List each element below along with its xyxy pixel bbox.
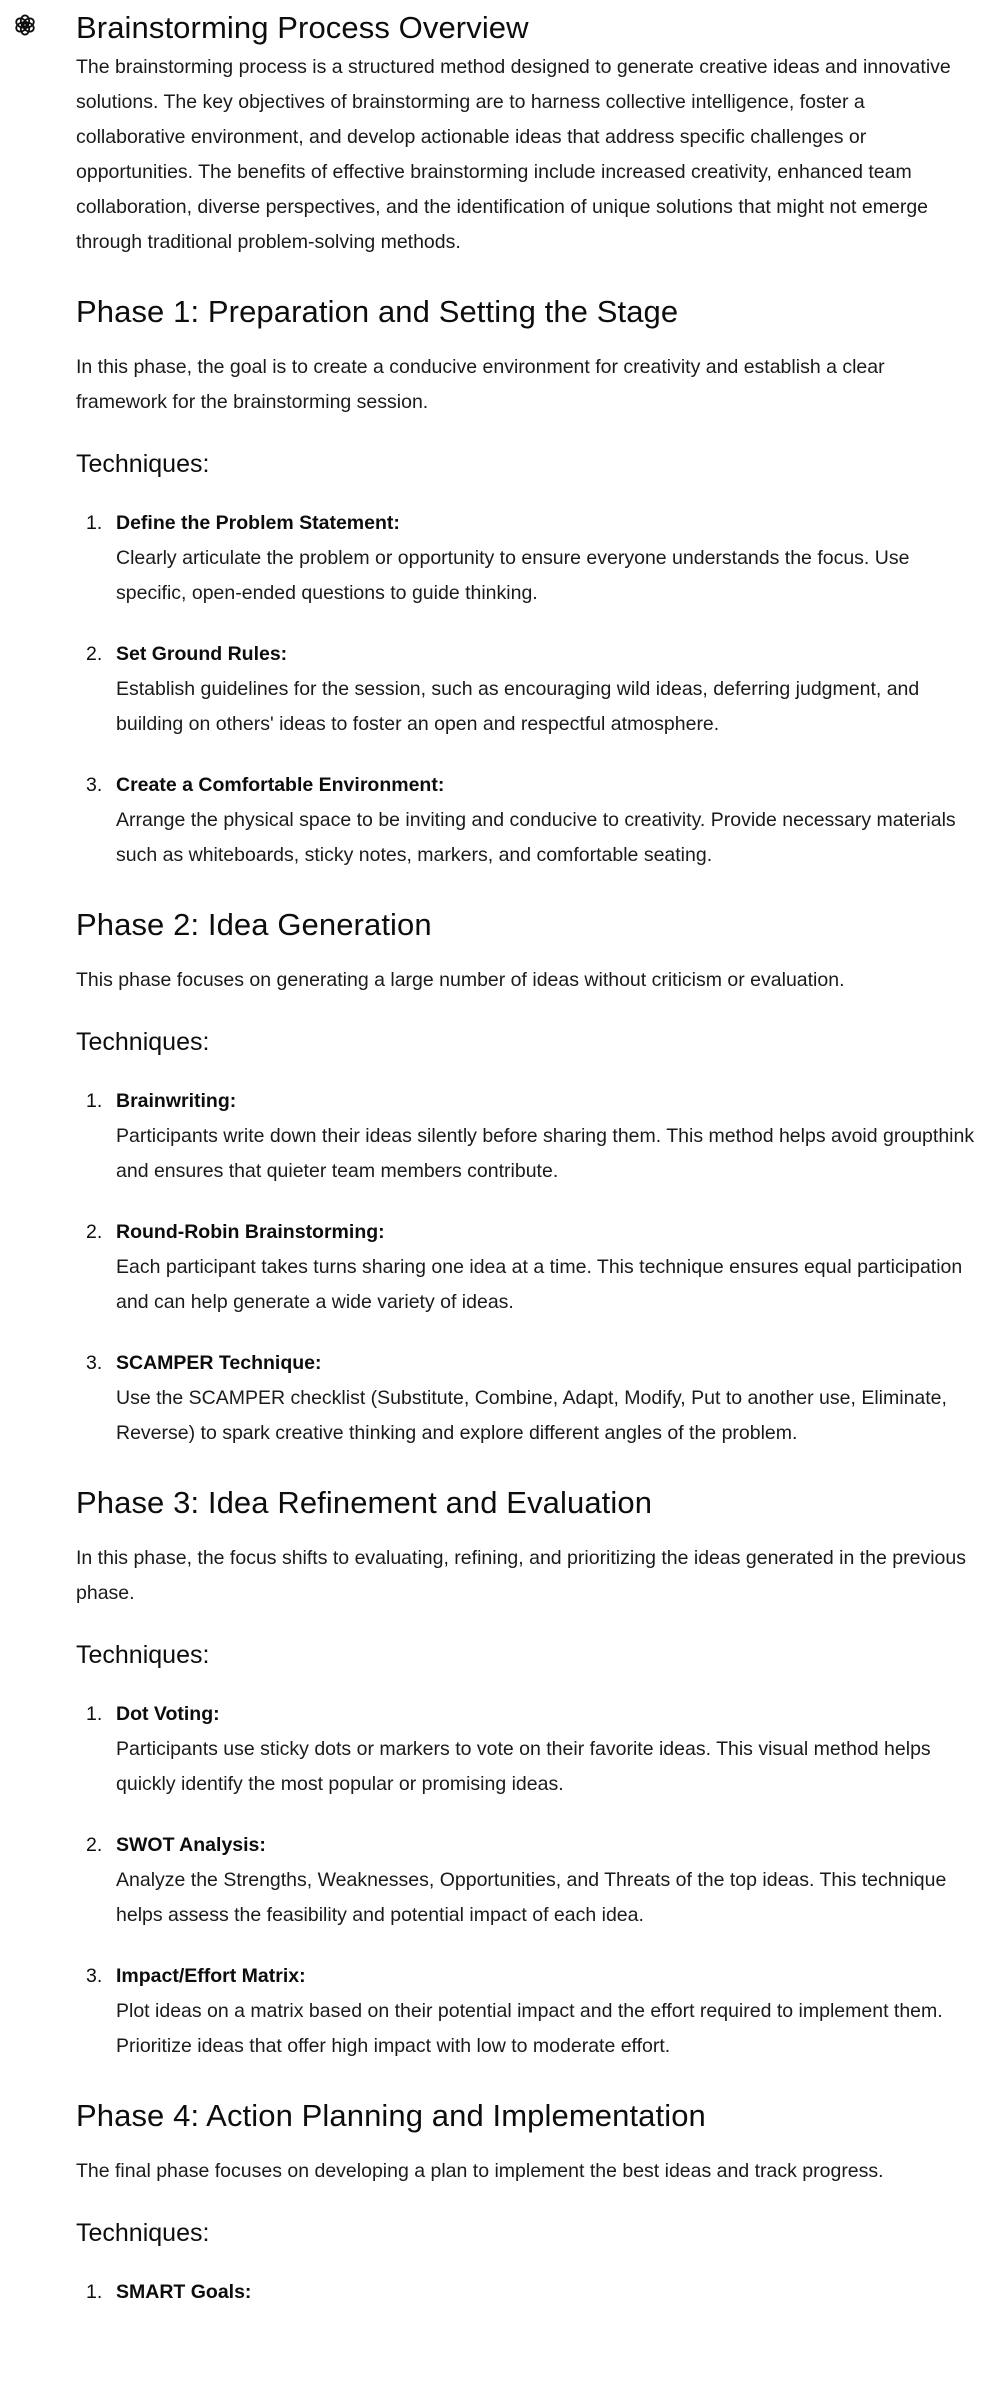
technique-number: 3. xyxy=(86,1352,103,1374)
phase-section xyxy=(76,1481,976,2064)
technique-description: Each participant takes turns sharing one idea at a time. This technique ensures equal participation and can help generate a wide variety of ideas. xyxy=(116,1256,963,1313)
technique-number: 3. xyxy=(86,1965,103,1987)
phase-heading: Phase 3: Idea Refinement and Evaluation xyxy=(76,1485,653,1520)
phases-container xyxy=(76,290,976,2310)
techniques-heading: Techniques: xyxy=(76,450,210,478)
techniques-heading: Techniques: xyxy=(76,1641,210,1669)
technique-number: 1. xyxy=(86,1703,103,1725)
techniques-list xyxy=(76,1697,976,2064)
techniques-list xyxy=(76,1084,976,1451)
phase-heading: Phase 1: Preparation and Setting the Stage xyxy=(76,294,679,329)
technique-item xyxy=(76,1828,976,1933)
assistant-avatar xyxy=(8,8,42,42)
technique-number: 2. xyxy=(86,1834,103,1856)
technique-number: 1. xyxy=(86,512,103,534)
technique-title: Impact/Effort Matrix: xyxy=(116,1965,306,1987)
phase-section xyxy=(76,2094,976,2310)
technique-number: 2. xyxy=(86,643,103,665)
message-content xyxy=(76,0,976,2310)
technique-title: Dot Voting: xyxy=(116,1703,220,1725)
technique-description: Arrange the physical space to be inviting and conducive to creativity. Provide necessary materials such as whiteboards, sticky notes, markers, and comfortable seating. xyxy=(116,809,956,866)
assistant-logo-icon xyxy=(12,12,38,38)
technique-title: SCAMPER Technique: xyxy=(116,1352,322,1374)
technique-number: 1. xyxy=(86,1090,103,1112)
technique-item xyxy=(76,1697,976,1802)
phase-description: In this phase, the goal is to create a conducive environment for creativity and establish a clear framework for the brainstorming session. xyxy=(76,356,885,413)
technique-title: Define the Problem Statement: xyxy=(116,512,400,534)
technique-description: Plot ideas on a matrix based on their potential impact and the effort required to implement them. Prioritize ideas that offer high impact with low to moderate effort. xyxy=(116,2000,943,2057)
intro-paragraph: The brainstorming process is a structured method designed to generate creative ideas and innovative solutions. The key objectives of brainstorming are to harness collective intelligence, foster a collaborative environment, and develop actionable ideas that address specific challenges or opportunities. The benefits of effective brainstorming include increased creativity, enhanced team collaboration, diverse perspectives, and the identification of unique solutions that might not emerge through traditional problem-solving methods. xyxy=(76,56,951,253)
phase-heading: Phase 2: Idea Generation xyxy=(76,907,432,942)
technique-item xyxy=(76,1084,976,1189)
technique-item xyxy=(76,768,976,873)
phase-heading: Phase 4: Action Planning and Implementation xyxy=(76,2098,706,2133)
technique-item xyxy=(76,1346,976,1451)
phase-section xyxy=(76,903,976,1451)
page-title: Brainstorming Process Overview xyxy=(76,10,529,45)
techniques-list xyxy=(76,2275,976,2310)
phase-description: The final phase focuses on developing a plan to implement the best ideas and track progress. xyxy=(76,2160,884,2182)
phase-description: In this phase, the focus shifts to evaluating, refining, and prioritizing the ideas generated in the previous phase. xyxy=(76,1547,966,1604)
technique-title: Round-Robin Brainstorming: xyxy=(116,1221,385,1243)
technique-title: Create a Comfortable Environment: xyxy=(116,774,445,796)
phase-section xyxy=(76,290,976,873)
technique-description: Analyze the Strengths, Weaknesses, Opportunities, and Threats of the top ideas. This technique helps assess the feasibility and potential impact of each idea. xyxy=(116,1869,947,1926)
techniques-list xyxy=(76,506,976,873)
technique-item xyxy=(76,1959,976,2064)
techniques-heading: Techniques: xyxy=(76,1028,210,1056)
techniques-heading: Techniques: xyxy=(76,2219,210,2247)
technique-item xyxy=(76,637,976,742)
technique-title: SMART Goals: xyxy=(116,2281,252,2303)
technique-title: SWOT Analysis: xyxy=(116,1834,266,1856)
technique-item xyxy=(76,506,976,611)
technique-title: Set Ground Rules: xyxy=(116,643,288,665)
technique-item xyxy=(76,2275,976,2310)
technique-description: Clearly articulate the problem or opportunity to ensure everyone understands the focus. Use specific, open-ended questions to guide thinking. xyxy=(116,547,910,604)
technique-title: Brainwriting: xyxy=(116,1090,237,1112)
technique-description: Participants use sticky dots or markers to vote on their favorite ideas. This visual method helps quickly identify the most popular or promising ideas. xyxy=(116,1738,931,1795)
technique-description: Use the SCAMPER checklist (Substitute, Combine, Adapt, Modify, Put to another use, Eliminate, Reverse) to spark creative thinking and explore different angles of the problem. xyxy=(116,1387,947,1444)
technique-number: 3. xyxy=(86,774,103,796)
technique-description: Establish guidelines for the session, such as encouraging wild ideas, deferring judgment, and building on others' ideas to foster an open and respectful atmosphere. xyxy=(116,678,920,735)
technique-number: 2. xyxy=(86,1221,103,1243)
technique-item xyxy=(76,1215,976,1320)
technique-description: Participants write down their ideas silently before sharing them. This method helps avoid groupthink and ensures that quieter team members contribute. xyxy=(116,1125,975,1182)
phase-description: This phase focuses on generating a large number of ideas without criticism or evaluation. xyxy=(76,969,845,991)
technique-number: 1. xyxy=(86,2281,103,2303)
